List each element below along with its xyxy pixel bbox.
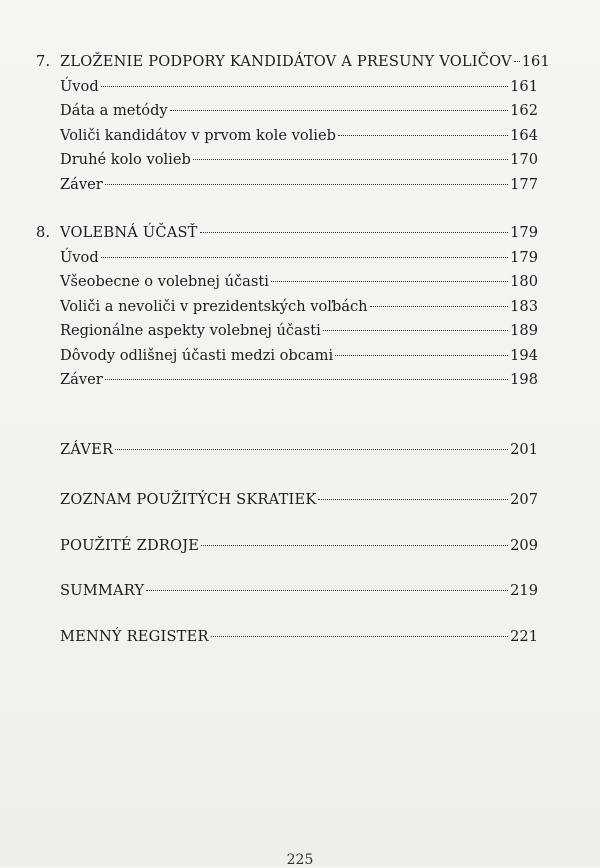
toc-section-label: POUŽITÉ ZDROJE [60,536,200,554]
spacer [36,558,538,579]
spacer [36,513,538,534]
chapter-number: 8. [36,224,51,241]
leader-dots [115,449,508,450]
toc-page-number: 179 [510,224,538,241]
toc-page-number: 198 [510,371,538,388]
leader-dots [514,61,520,62]
toc-entry-label: Všeobecne o volebnej účasti [60,273,269,290]
toc-entry[interactable] [36,75,538,100]
toc-entry-label: Voliči a nevoliči v prezidentských voľbách [60,297,368,315]
leader-dots [170,110,508,111]
toc-chapter-8[interactable] [36,221,538,246]
leader-dots [105,184,508,185]
leader-dots [101,86,508,87]
toc-section-label: MENNÝ REGISTER [60,627,209,645]
toc-page-number: 207 [510,491,538,508]
toc-entry[interactable] [36,173,538,198]
chapter-title: ZLOŽENIE PODPORY KANDIDÁTOV A PRESUNY VOLIČOV [60,53,512,70]
toc-page-number: 180 [510,273,538,290]
toc-page-number: 183 [510,297,538,315]
toc-entry-label: Regionálne aspekty volebnej účasti [60,322,321,339]
toc-section-label: ZÁVER [60,440,114,458]
leader-dots [146,590,508,591]
toc-page-number: 219 [510,582,538,599]
toc-page-number: 161 [510,77,538,95]
toc-entry-label: Druhé kolo volieb [60,151,191,168]
toc-entry[interactable] [36,124,538,149]
toc-page-number: 162 [510,102,538,119]
spacer [36,417,538,438]
toc-entry[interactable] [36,99,538,124]
spacer [36,393,538,417]
leader-dots [105,379,508,380]
toc-entry-label: Záver [60,371,103,388]
toc-entry-label: Dáta a metódy [60,102,168,119]
toc-section-zaver[interactable] [36,438,538,463]
toc-page-number: 221 [510,627,538,645]
leader-dots [338,135,508,136]
spacer [36,604,538,625]
toc-entry-label: Dôvody odlišnej účasti medzi obcami [60,346,334,364]
toc-entry[interactable] [36,319,538,344]
leader-dots [211,636,508,637]
toc-page-number: 201 [510,440,538,458]
toc-section-name-index[interactable] [36,625,538,650]
toc-page-number: 194 [510,346,538,364]
toc-entry-label: Úvod [60,77,99,95]
leader-dots [335,355,508,356]
toc-page-number: 179 [510,248,538,266]
toc-section-label: SUMMARY [60,582,145,599]
chapter-number: 7. [36,53,51,70]
leader-dots [101,257,508,258]
toc-entry[interactable] [36,344,538,369]
toc-page-number: 164 [510,126,538,144]
toc-page-number: 189 [510,322,538,339]
leader-dots [201,545,508,546]
toc-entry[interactable] [36,246,538,271]
spacer [36,462,538,488]
toc-page-number: 170 [510,151,538,168]
spacer [36,197,538,221]
toc-chapter-7[interactable] [36,50,550,75]
toc-entry[interactable] [36,295,538,320]
toc-page-number: 161 [521,53,550,70]
page-number: 225 [286,852,314,868]
leader-dots [318,499,508,500]
toc-page-number: 209 [510,536,538,554]
toc-entry[interactable] [36,270,538,295]
toc-section-summary[interactable] [36,579,538,604]
leader-dots [200,232,509,233]
toc-page-number: 177 [510,175,538,193]
leader-dots [193,159,508,160]
toc-entry-label: Záver [60,175,103,193]
chapter-title: VOLEBNÁ ÚČASŤ [60,224,198,241]
toc-section-label: ZOZNAM POUŽITÝCH SKRATIEK [60,491,317,508]
toc-section-abbreviations[interactable] [36,488,538,513]
toc-entry[interactable] [36,148,538,173]
toc-section-sources[interactable] [36,534,538,559]
leader-dots [370,306,509,307]
table-of-contents [36,50,550,649]
toc-entry-label: Voliči kandidátov v prvom kole volieb [60,126,336,144]
leader-dots [271,281,508,282]
toc-entry[interactable] [36,368,538,393]
toc-entry-label: Úvod [60,248,99,266]
leader-dots [323,330,508,331]
